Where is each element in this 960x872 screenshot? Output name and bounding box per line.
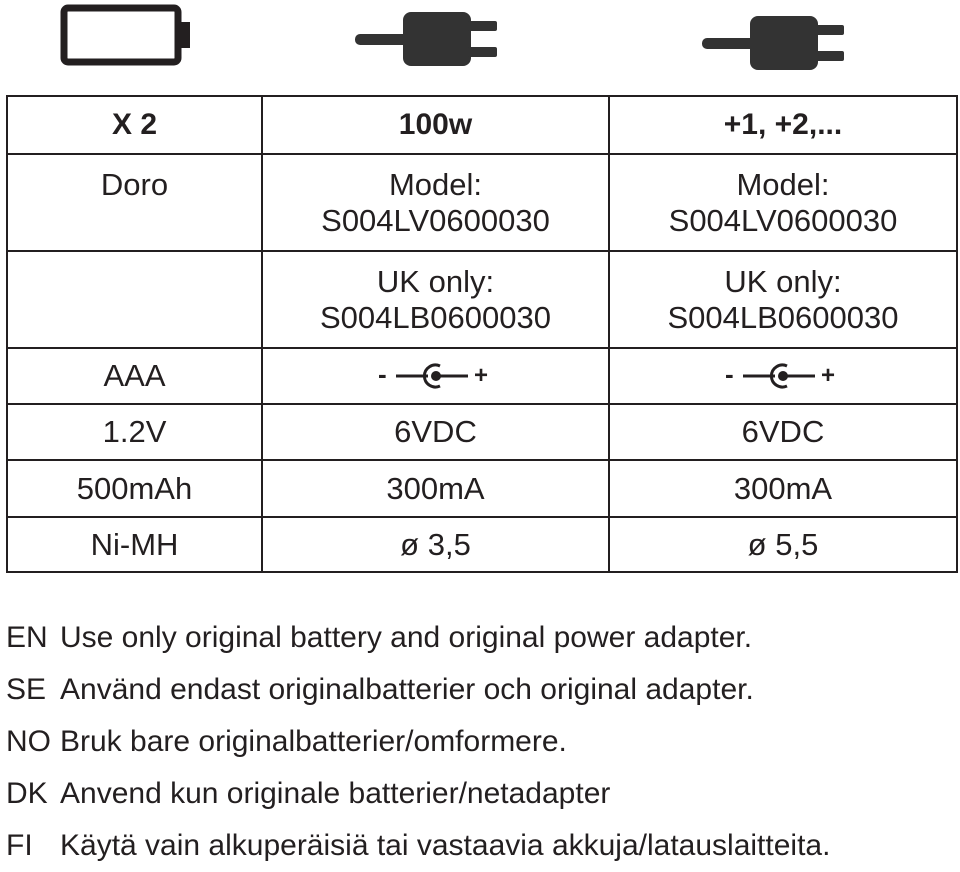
model-cell — [262, 154, 609, 251]
table-row — [7, 460, 957, 517]
output-current-cell: 300mA — [609, 460, 957, 517]
output-current-cell: 300mA — [262, 460, 609, 517]
polarity-cell — [262, 348, 609, 404]
spec-table — [6, 95, 958, 573]
polarity-center-positive-icon — [723, 361, 843, 391]
uk-model-number: S004LB0600030 — [667, 299, 899, 335]
note-dk — [6, 768, 956, 820]
output-voltage-cell: 6VDC — [609, 404, 957, 460]
table-header-row — [7, 96, 957, 154]
language-notes — [6, 612, 956, 872]
polarity-plus: + — [821, 362, 836, 389]
table-row — [7, 251, 957, 348]
battery-type-cell: Ni-MH — [7, 517, 262, 572]
battery-blank-cell — [7, 251, 262, 348]
polarity-center-positive-icon — [376, 361, 496, 391]
uk-model-label: UK only: — [724, 263, 842, 299]
header-cell-charger: 100w — [262, 96, 609, 154]
note-text: Bruk bare originalbatterier/omformere. — [60, 725, 567, 758]
language-code: FI — [6, 829, 33, 862]
header-cell-battery: X 2 — [7, 96, 262, 154]
table-row — [7, 404, 957, 460]
battery-icon — [60, 2, 194, 66]
uk-model-number: S004LB0600030 — [319, 299, 551, 335]
language-code: EN — [6, 621, 48, 654]
table-row — [7, 154, 957, 251]
power-plug-icon — [355, 8, 500, 70]
header-cell-extra: +1, +2,... — [609, 96, 957, 154]
uk-model-cell — [262, 251, 609, 348]
plug-diameter-cell: ø 3,5 — [262, 517, 609, 572]
note-en — [6, 612, 956, 664]
output-voltage-cell: 6VDC — [262, 404, 609, 460]
note-fi — [6, 820, 956, 872]
language-code: NO — [6, 725, 51, 758]
model-number: S004LV0600030 — [668, 202, 898, 238]
model-number: S004LV0600030 — [321, 202, 550, 238]
model-label: Model: — [736, 166, 830, 202]
model-cell — [609, 154, 957, 251]
note-se — [6, 664, 956, 716]
language-code: DK — [6, 777, 48, 810]
polarity-plus: + — [473, 362, 488, 389]
note-text: Anvend kun originale batterier/netadapter — [60, 777, 611, 810]
battery-size-cell: AAA — [7, 348, 262, 404]
battery-capacity-cell: 500mAh — [7, 460, 262, 517]
note-text: Käytä vain alkuperäisiä tai vastaavia akkuja/latauslaitteita. — [60, 829, 831, 862]
polarity-cell — [609, 348, 957, 404]
plug-diameter-cell: ø 5,5 — [609, 517, 957, 572]
polarity-minus: - — [377, 361, 387, 389]
table-row — [7, 348, 957, 404]
model-label: Model: — [388, 166, 483, 202]
note-text: Use only original battery and original power adapter. — [60, 621, 753, 654]
table-row — [7, 517, 957, 572]
note-no — [6, 716, 956, 768]
language-code: SE — [6, 673, 47, 706]
uk-model-cell — [609, 251, 957, 348]
battery-brand-cell: Doro — [7, 154, 262, 251]
note-text: Använd endast originalbatterier och original adapter. — [60, 673, 754, 706]
battery-voltage-cell: 1.2V — [7, 404, 262, 460]
polarity-minus: - — [725, 361, 734, 389]
uk-model-label: UK only: — [376, 263, 495, 299]
power-plug-icon — [702, 12, 847, 74]
